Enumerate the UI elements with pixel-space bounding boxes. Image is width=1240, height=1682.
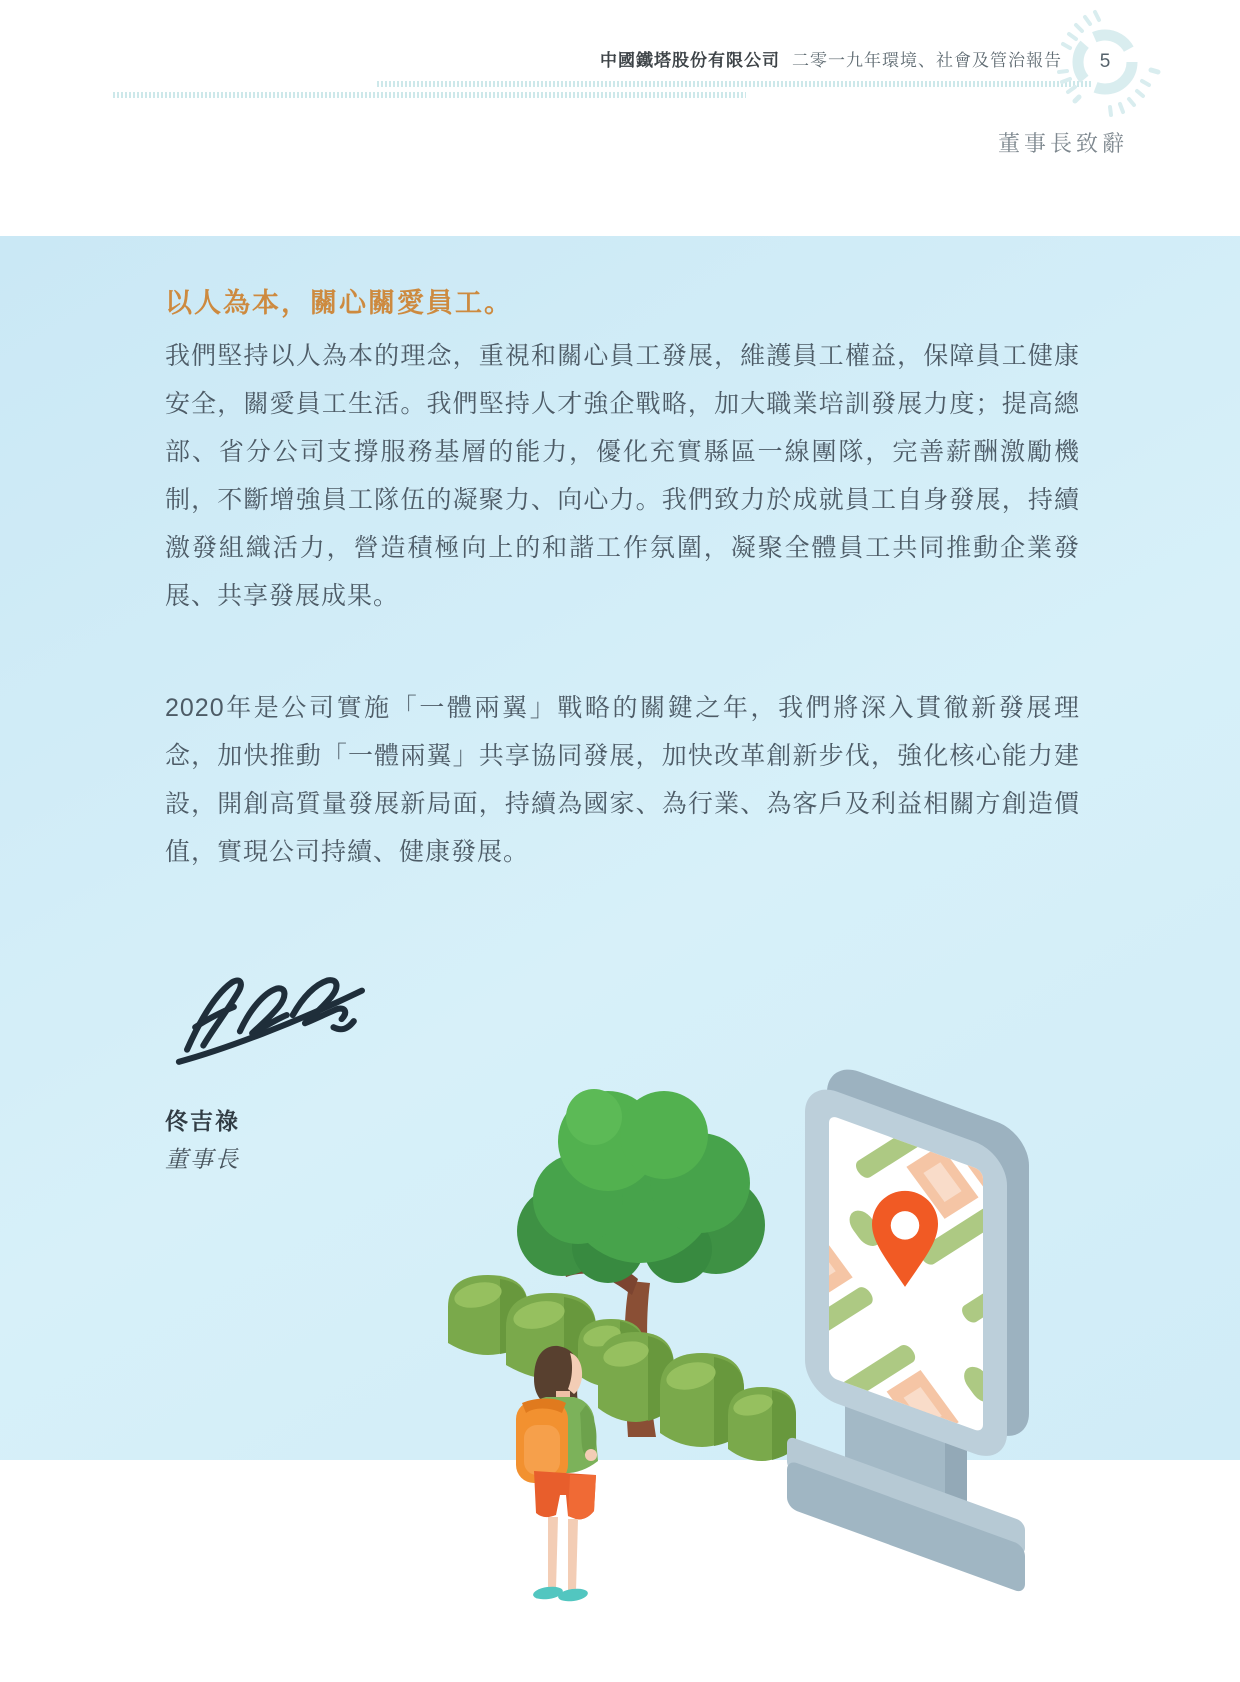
map-billboard [614,985,1070,1625]
header-dotted-rule-long [377,81,1093,87]
page-header [0,46,1062,70]
statement-paragraph-1: 我們堅持以人為本的理念，重視和關心員工發展，維護員工權益，保障員工健康安全，關愛員工生活。我們堅持人才強企戰略，加大職業培訓發展力度；提高總部、省分公司支撐服務基層的能力，優化充實縣區一線團隊，完善薪酬激勵機制，不斷增強員工隊伍的凝聚力、向心力。我們致力於成就員工自身發展，持續激發組織活力，營造積極向上的和諧工作氛圍，凝聚全體員工共同推動企業發展、共享發展成果。 [165,342,1080,610]
page-number: 5 [1099,51,1111,72]
section-title: 董事長致辭 [997,131,1128,156]
report-title: 二零一九年環境、社會及管治報告 [792,51,1062,70]
hiker-icon [516,1346,598,1603]
map-billboard-illustration [410,985,1070,1625]
statement-paragraph-2: 2020年是公司實施「一體兩翼」戰略的關鍵之年，我們將深入貫徹新發展理念，加快推動「一體兩翼」共享協同發展，加快改革創新步伐，強化核心能力建設，開創高質量發展新局面，持續為國家、為行業、為客戶及利益相關方創造價值，實現公司持續、健康發展。 [165,694,1080,866]
signatory-title: 董事長 [165,1146,240,1172]
bushes-front [598,1332,796,1461]
header-dotted-rule-short [113,92,746,98]
company-name: 中國鐵塔股份有限公司 [600,51,780,70]
chairman-signature [172,952,377,1074]
statement-heading: 以人為本，關心關愛員工。 [165,288,513,318]
signatory-name: 佟吉祿 [165,1108,240,1134]
